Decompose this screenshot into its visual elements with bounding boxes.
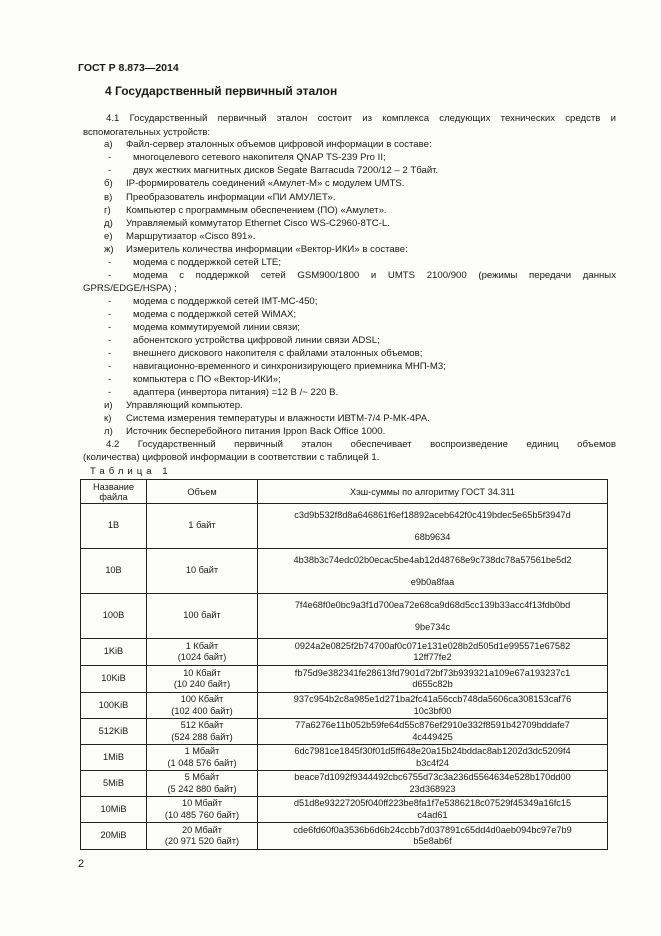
table-header-row (81, 480, 608, 504)
hash-cell: c3d9b532f8d8a646861f6ef18892aceb642f0c419bdec5e65b5f3947d 68b9634 (258, 504, 608, 549)
file-name-cell: 512KiB (81, 719, 147, 745)
size-cell: 10 байт (147, 549, 258, 594)
column-header-hash: Хэш-суммы по алгоритму ГОСТ 34.311 (258, 480, 608, 504)
file-name-cell: 10KiB (81, 666, 147, 693)
table-row (81, 693, 608, 719)
size-cell: 20 Мбайт (20 971 520 байт) (147, 823, 258, 850)
column-header-name: Название файла (81, 480, 147, 504)
paragraph-4-2 (83, 438, 616, 464)
file-name-cell: 10B (81, 549, 147, 594)
paragraph-line: вспомогательных устройств: (83, 126, 211, 138)
size-cell: 512 Кбайт (524 288 байт) (147, 719, 258, 745)
hash-cell: 0924a2e0825f2b74700af0c071e131e028b2d505d1e995571e67582 12ff77fe2 (258, 639, 608, 666)
file-name-cell: 1B (81, 504, 147, 549)
hash-cell: d51d8e93227205f040ff223be8fa1f7e5386218c07529f45349a16fc15 c4ad61 (258, 797, 608, 823)
table-row (81, 594, 608, 639)
paragraph-4-1 (83, 112, 616, 139)
size-cell: 10 Мбайт (10 485 760 байт) (147, 797, 258, 823)
standard-designation: ГОСТ Р 8.873—2014 (78, 62, 179, 74)
file-name-cell: 1KiB (81, 639, 147, 666)
column-header-size: Объем (147, 480, 258, 504)
file-name-cell: 100B (81, 594, 147, 639)
file-name-cell: 10MiB (81, 797, 147, 823)
file-name-cell: 1MiB (81, 745, 147, 771)
page-number: 2 (78, 858, 85, 870)
table-caption: Таблица 1 (90, 466, 172, 477)
hash-cell: 6dc7981ce1845f30f01d5ff648e20a15b24bddac8ab1202d3dc5209f4 b3c4f24 (258, 745, 608, 771)
table-row (81, 504, 608, 549)
size-cell: 10 Кбайт (10 240 байт) (147, 666, 258, 693)
table-row (81, 771, 608, 797)
paragraph-line: 4.1 Государственный первичный эталон состоит из комплекса следующих технических средств и (106, 113, 616, 124)
table-row (81, 745, 608, 771)
list-item: - модема с поддержкой сетей GSM900/1800 и UMTS 2100/900 (режимы передачи данных GPRS/EDGE/HSPA) ; (83, 270, 616, 294)
size-cell: 1 Кбайт (1024 байт) (147, 639, 258, 666)
file-name-cell: 100KiB (81, 693, 147, 719)
table-row (81, 719, 608, 745)
table-row (81, 666, 608, 693)
hash-cell: 77a6276e11b052b59fe64d55c876ef2910e332f8591b42709bddafe7 4c449425 (258, 719, 608, 745)
hash-cell: beace7d1092f9344492cbc6755d73c3a236d5564634e528b170dd00 23d368923 (258, 771, 608, 797)
table-row (81, 823, 608, 850)
file-name-cell: 5MiB (81, 771, 147, 797)
paragraph-line: 4.2 Государственный первичный эталон обеспечивает воспроизведение единиц объемов (106, 439, 616, 450)
hash-cell: cde6fd60f0a3536b6d6b24ccbb7d037891c65dd4d0aeb094bc97e7b9 b5e8ab6f (258, 823, 608, 850)
table-row (81, 549, 608, 594)
hash-cell: 937c954b2c8a985e1d271ba2fc41a56ccb748da5606ca308153caf76 10c3bf00 (258, 693, 608, 719)
size-cell: 1 байт (147, 504, 258, 549)
size-cell: 100 Кбайт (102 400 байт) (147, 693, 258, 719)
file-name-cell: 20MiB (81, 823, 147, 850)
size-cell: 5 Мбайт (5 242 880 байт) (147, 771, 258, 797)
table-row (81, 797, 608, 823)
size-cell: 1 Мбайт (1 048 576 байт) (147, 745, 258, 771)
hash-cell: fb75d9e382341fe28613fd7901d72bf73b939321a109e67a193237c1 d655c82b (258, 666, 608, 693)
paragraph-line: (количества) цифровой информации в соответствии с таблицей 1. (83, 452, 380, 463)
size-cell: 100 байт (147, 594, 258, 639)
hash-cell: 7f4e68f0e0bc9a3f1d700ea72e68ca9d68d5cc139b33acc4f13fdb0bd 9be734c (258, 594, 608, 639)
paragraph-line: модема с поддержкой сетей GSM900/1800 и UMTS 2100/900 (режимы передачи данных (133, 270, 616, 281)
table-row (81, 639, 608, 666)
section-title: 4 Государственный первичный эталон (105, 84, 338, 98)
hash-table (80, 479, 608, 850)
paragraph-line: GPRS/EDGE/HSPA) ; (83, 283, 177, 294)
hash-cell: 4b38b3c74edc02b0ecac5be4ab12d48768e9c738dc78a57561be5d2 e9b0a8faa (258, 549, 608, 594)
